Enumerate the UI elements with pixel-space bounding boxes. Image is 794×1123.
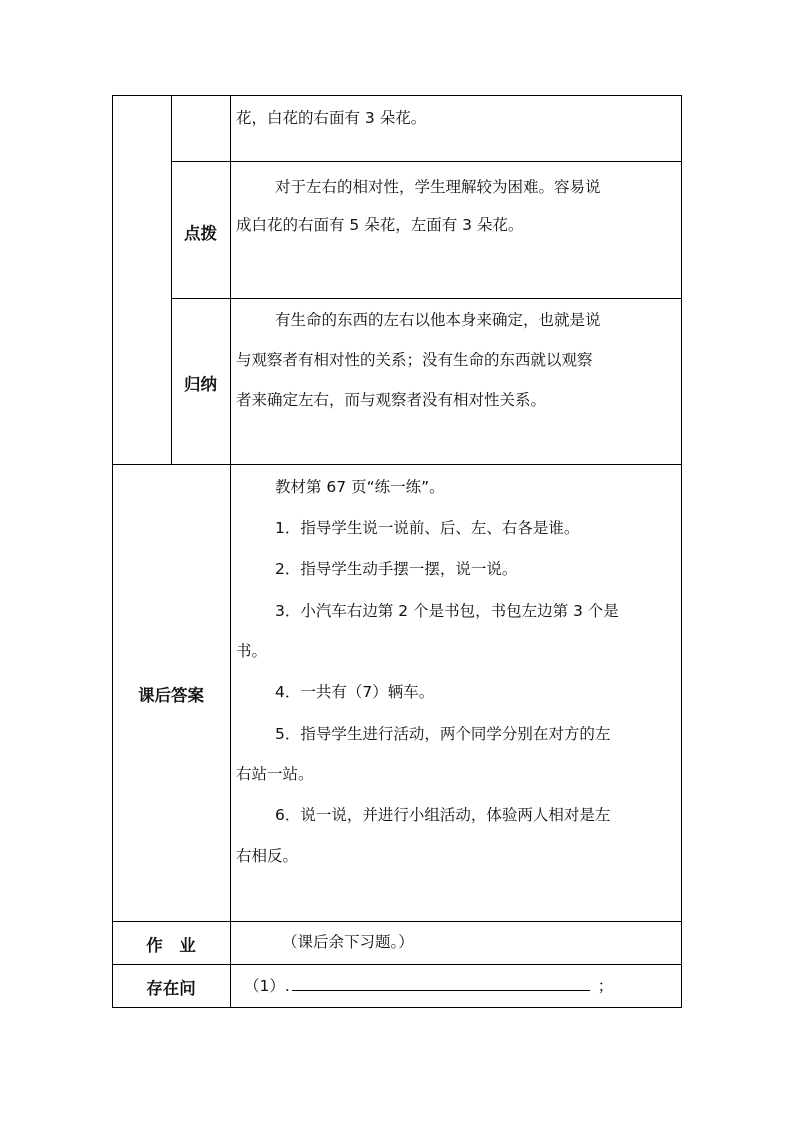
problems-suffix: ； xyxy=(597,977,614,995)
col-divider xyxy=(112,95,113,1008)
continuation-text: 花，白花的右面有 3 朵花。 xyxy=(236,109,427,127)
row-divider xyxy=(112,464,682,465)
hint-label: 点拨 xyxy=(184,224,217,243)
summary-line: 者来确定左右，而与观察者没有相对性关系。 xyxy=(236,391,547,409)
summary-line: 有生命的东西的左右以他本身来确定，也就是说 xyxy=(275,311,601,329)
answers-line: 6．说一说，并进行小组活动，体验两人相对是左 xyxy=(275,806,611,824)
row-divider xyxy=(112,1007,682,1008)
answers-line: 4．一共有（7）辆车。 xyxy=(275,683,435,701)
hint-line: 对于左右的相对性，学生理解较为困难。容易说 xyxy=(275,178,601,196)
answers-line: 3．小汽车右边第 2 个是书包，书包左边第 3 个是 xyxy=(275,602,619,620)
hint-line: 成白花的右面有 5 朵花，左面有 3 朵花。 xyxy=(236,216,524,234)
row-divider xyxy=(171,161,682,162)
col-divider xyxy=(681,95,682,1008)
col-divider xyxy=(171,95,172,465)
answers-line: 5．指导学生进行活动，两个同学分别在对方的左 xyxy=(275,725,611,743)
row-divider xyxy=(171,298,682,299)
homework-label: 作 业 xyxy=(146,936,196,955)
problems-label: 存在问 xyxy=(146,979,196,998)
answers-line: 1．指导学生说一说前、后、左、右各是谁。 xyxy=(275,519,580,537)
problems-prefix: （1）. xyxy=(244,977,290,995)
answers-line: 右相反。 xyxy=(236,847,299,865)
answers-line: 教材第 67 页“练一练”。 xyxy=(275,478,445,496)
row-divider xyxy=(112,95,682,96)
problems-answer-line xyxy=(244,966,613,1007)
lesson-table xyxy=(112,95,682,1008)
homework-text: （课后余下习题。） xyxy=(282,933,414,951)
answers-label: 课后答案 xyxy=(138,686,204,705)
blank-underline xyxy=(292,976,590,991)
answers-line: 右站一站。 xyxy=(236,765,314,783)
summary-label: 归纳 xyxy=(184,375,217,394)
answers-line: 书。 xyxy=(236,642,268,660)
col-divider xyxy=(230,95,231,1008)
answers-line: 2．指导学生动手摆一摆，说一说。 xyxy=(275,560,518,578)
row-divider xyxy=(112,964,682,965)
summary-line: 与观察者有相对性的关系；没有生命的东西就以观察 xyxy=(236,351,593,369)
